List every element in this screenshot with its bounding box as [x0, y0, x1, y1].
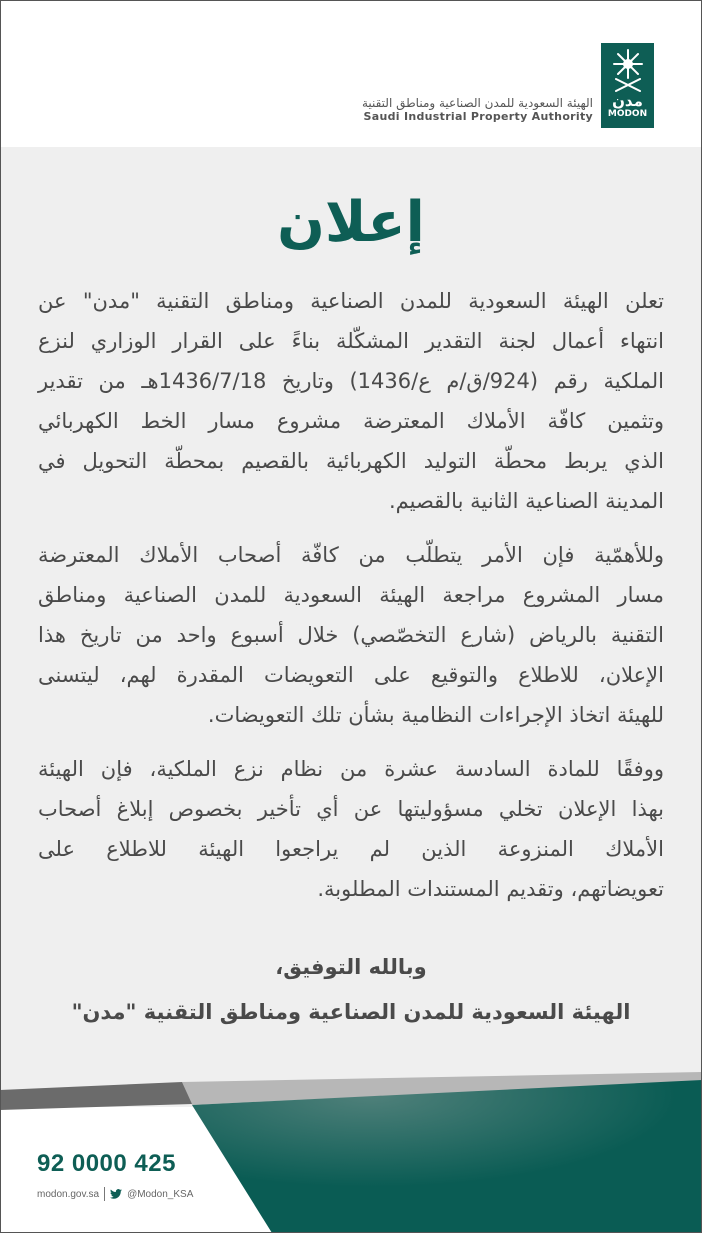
- paragraph-line: تعويضاتهم، وتقديم المستندات المطلوبة.: [317, 877, 664, 901]
- paragraph-line: التقنية بالرياض (شارع التخصّصي) خلال أسبوع واحد من تاريخ هذا: [38, 623, 664, 647]
- paragraph-line: انتهاء أعمال لجنة التقدير المشكّلة بناءً على القرار الوزاري لنزع: [38, 329, 664, 353]
- contact-links: [37, 1187, 193, 1201]
- header: [0, 0, 702, 147]
- phone-number[interactable]: 92 0000 425: [37, 1150, 176, 1177]
- org-name-english: Saudi Industrial Property Authority: [363, 110, 593, 123]
- modon-logo: [601, 43, 654, 128]
- paragraph-line: مسار المشروع مراجعة الهيئة السعودية للمدن الصناعية ومناطق: [38, 583, 664, 607]
- paragraph-line: وللأهمّية فإن الأمر يتطلّب من كافّة أصحاب الأملاك المعترضة: [38, 543, 664, 567]
- twitter-icon: [110, 1189, 122, 1199]
- org-name: [362, 96, 593, 124]
- closing-greeting: وبالله التوفيق،: [275, 955, 427, 979]
- logo-arabic: مدن: [612, 92, 643, 110]
- star-emblem-icon: [611, 47, 645, 93]
- page-title: إعلان: [277, 190, 425, 255]
- paragraph-line: المدينة الصناعية الثانية بالقصيم.: [388, 489, 664, 513]
- org-name-arabic: الهيئة السعودية للمدن الصناعية ومناطق التقنية: [361, 96, 593, 110]
- paragraph-line: الإعلان، للاطلاع والتوقيع على التعويضات المقدرة لهم، ليتسنى: [38, 663, 664, 687]
- website-link[interactable]: modon.gov.sa: [37, 1188, 100, 1200]
- paragraph-line: للهيئة اتخاذ الإجراءات النظامية بشأن تلك التعويضات.: [207, 703, 664, 727]
- teal-panel: [192, 1080, 702, 1233]
- paragraph-line: الذي يربط محطّة التوليد الكهربائية بالقصيم بمحطّة التحويل في: [38, 449, 664, 473]
- signature: الهيئة السعودية للمدن الصناعية ومناطق التقنية "مدن": [71, 1000, 631, 1024]
- twitter-handle[interactable]: @Modon_KSA: [127, 1188, 194, 1200]
- paragraph-line: الأملاك المنزوعة الذين لم يراجعوا الهيئة للاطلاع على: [38, 837, 664, 861]
- paragraph-line: تعلن الهيئة السعودية للمدن الصناعية ومناطق التقنية "مدن" عن: [38, 289, 664, 313]
- paragraph-line: وتثمين كافّة الأملاك المعترضة مشروع مسار الخط الكهربائي: [38, 409, 664, 433]
- paragraph-line: الملكية رقم (924/ق/م ع/1436) وتاريخ 1436/7/18هـ من تقدير: [38, 369, 664, 393]
- paragraph-line: ووفقًا للمادة السادسة عشرة من نظام نزع الملكية، فإن الهيئة: [38, 757, 664, 781]
- logo-english: MODON: [607, 109, 648, 119]
- paragraph-line: بهذا الإعلان تخلي مسؤوليتها عن أي تأخير بخصوص إبلاغ أصحاب: [38, 797, 664, 821]
- divider: [104, 1187, 105, 1201]
